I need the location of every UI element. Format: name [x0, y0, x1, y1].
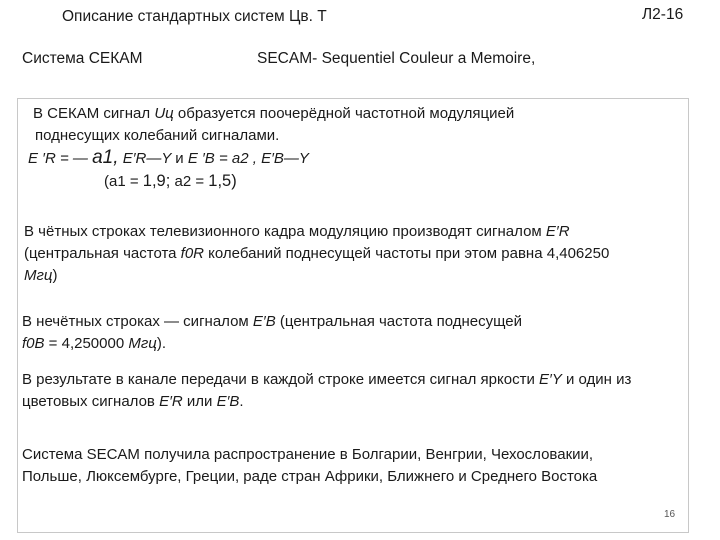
paragraph-result: В результате в канале передачи в каждой строке имеется сигнал яркости E′Y и один из цветовых сигналов E′R или E′B.: [22, 371, 632, 410]
intro-line-2: поднесущих колебаний сигналами.: [35, 127, 280, 144]
page-number: 16: [664, 509, 676, 520]
coefficients-line: (a1 = 1,9; a2 = 1,5): [104, 172, 237, 190]
paragraph-distribution: Система SECAM получила распространение в Болгарии, Венгрии, Чехословакии, Польше, Люксембурге, Греции, раде стран Африки, Ближнего и Среднего Востока: [22, 446, 598, 485]
formula-line: E ′R = — a1, E′R—Y и E ′B = a2 , E′B—Y: [28, 147, 309, 168]
system-full-name: SECAM- Sequentiel Couleur a Memoire,: [257, 50, 536, 67]
paragraph-odd-lines: В нечётных строках — сигналом E′B (центральная частота поднесущей f0B = 4,250000 Мгц).: [22, 313, 522, 352]
slide-code: Л2-16: [642, 6, 684, 23]
intro-line-1: В СЕКАМ сигнал Uц образуется поочерёдной частотной модуляцией: [33, 105, 515, 122]
paragraph-intro: [33, 103, 514, 147]
paragraph-even-lines: В чётных строках телевизионного кадра модуляцию производят сигналом E′R (центральная частота f0R колебаний поднесущей частоты при этом равна 4,406250 Мгц): [24, 223, 610, 284]
system-name: Система СЕКАМ: [22, 50, 143, 67]
slide-title: Описание стандартных систем Цв. Т: [62, 8, 327, 25]
